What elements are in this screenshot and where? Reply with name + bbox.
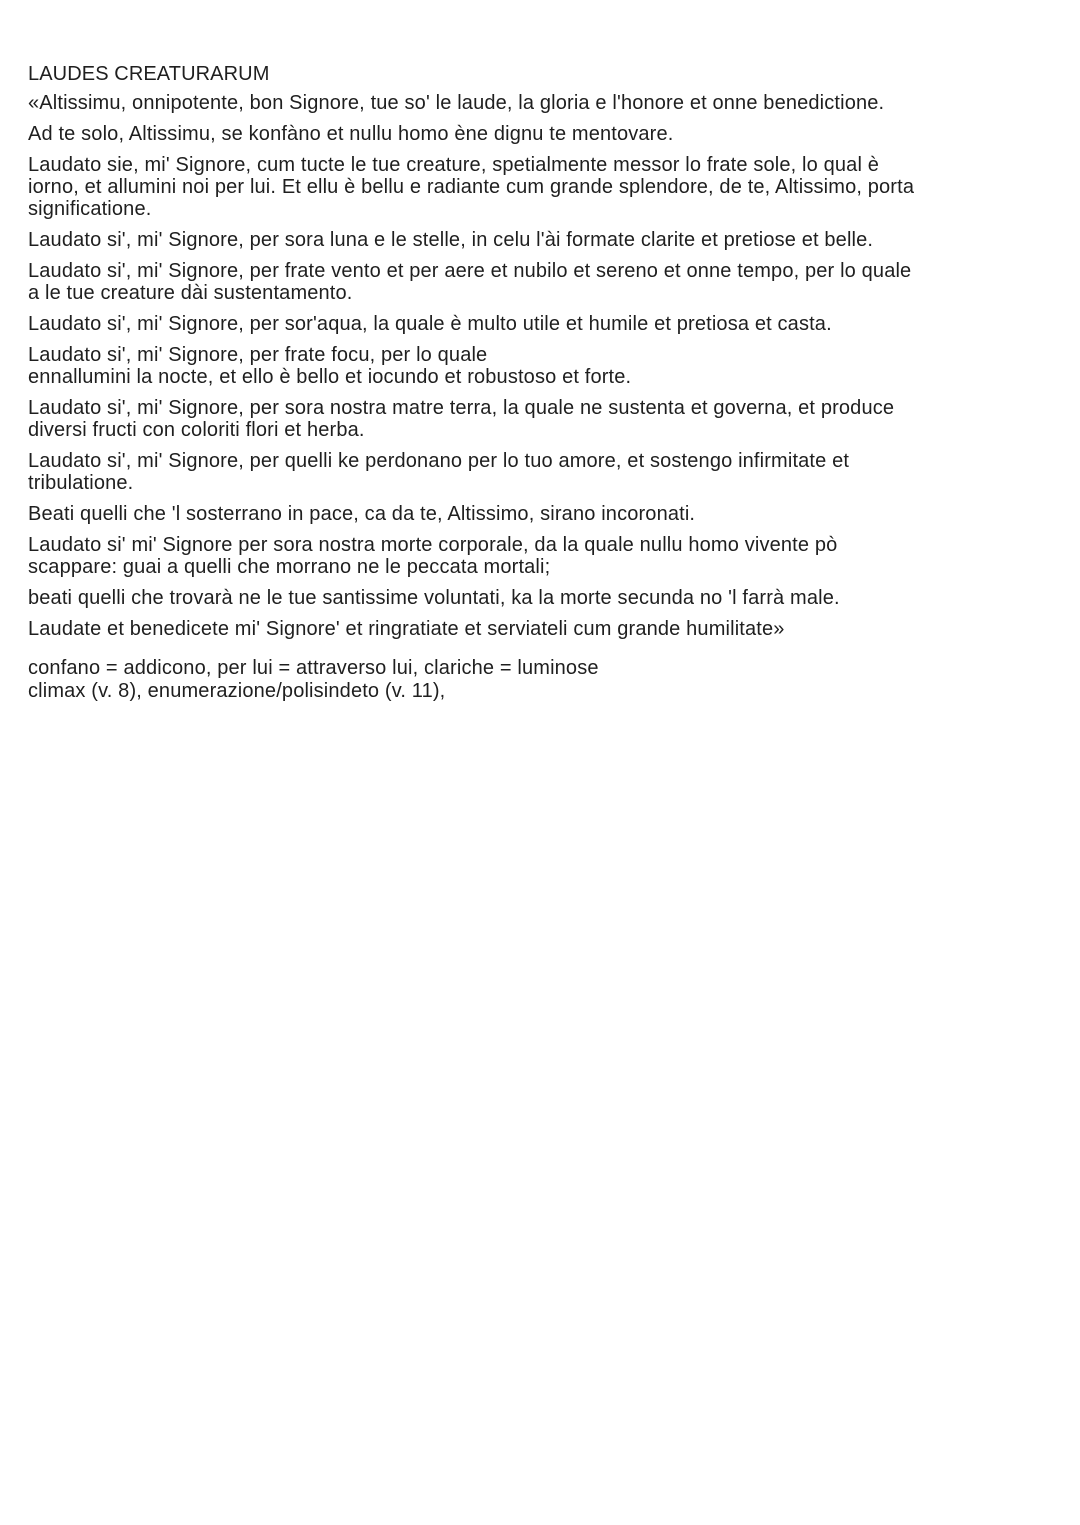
poem-body (28, 92, 1058, 640)
verse-2 (28, 123, 1058, 145)
verse-line: Laudato si', mi' Signore, per sor'aqua, la quale è multo utile et humile et pretiosa et casta. (28, 313, 832, 335)
verse-line: «Altissimu, onnipotente, bon Signore, tue so' le laude, la gloria e l'honore et onne benedictione. (28, 92, 885, 114)
verse-1 (28, 92, 1058, 114)
verse-line: Ad te solo, Altissimu, se konfàno et nullu homo ène dignu te mentovare. (28, 123, 674, 145)
verse-10 (28, 503, 1058, 525)
verse-11 (28, 534, 1058, 578)
verse-line: Laudato si' mi' Signore per sora nostra morte corporale, da la quale nullu homo vivente pò (28, 534, 838, 556)
verse-13 (28, 618, 1058, 640)
verse-line: beati quelli che trovarà ne le tue santissime voluntati, ka la morte secunda no 'l farrà male. (28, 587, 840, 609)
verse-line: iorno, et allumini noi per lui. Et ellu è bellu e radiante cum grande splendore, de te, Altissimo, porta (28, 176, 915, 198)
verse-line: Laudato si', mi' Signore, per quelli ke perdonano per lo tuo amore, et sostengo infirmitate et (28, 450, 850, 472)
document-title: LAUDES CREATURARUM (28, 63, 270, 85)
verse-line: Laudato si', mi' Signore, per sora nostra matre terra, la quale ne sustenta et governa, et produce (28, 397, 895, 419)
verse-line: a le tue creature dài sustentamento. (28, 282, 353, 304)
verse-line: Laudato si', mi' Signore, per frate vento et per aere et nubilo et sereno et onne tempo, per lo quale (28, 260, 912, 282)
note-line: climax (v. 8), enumerazione/polisindeto (v. 11), (28, 680, 446, 702)
verse-7 (28, 344, 1058, 388)
verse-line: Laudato si', mi' Signore, per frate focu, per lo quale (28, 344, 488, 366)
verse-4 (28, 229, 1058, 251)
verse-line: Beati quelli che 'l sosterrano in pace, ca da te, Altissimo, sirano incoronati. (28, 503, 696, 525)
verse-line: Laudato si', mi' Signore, per sora luna e le stelle, in celu l'ài formate clarite et pretiose et belle. (28, 229, 874, 251)
verse-6 (28, 313, 1058, 335)
verse-line: scappare: guai a quelli che morrano ne le peccata mortali; (28, 556, 551, 578)
verse-line: significatione. (28, 198, 152, 220)
verse-line: tribulatione. (28, 472, 134, 494)
verse-line: Laudate et benedicete mi' Signore' et ringratiate et serviateli cum grande humilitate» (28, 618, 785, 640)
notes-section (28, 657, 1058, 703)
document-page (28, 61, 1058, 703)
verse-line: ennallumini la nocte, et ello è bello et iocundo et robustoso et forte. (28, 366, 632, 388)
verse-line: diversi fructi con coloriti flori et herba. (28, 419, 365, 441)
verse-3 (28, 154, 1058, 220)
verse-9 (28, 450, 1058, 494)
verse-12 (28, 587, 1058, 609)
verse-line: Laudato sie, mi' Signore, cum tucte le tue creature, spetialmente messor lo frate sole, lo qual è (28, 154, 880, 176)
note-line: confano = addicono, per lui = attraverso lui, clariche = luminose (28, 657, 599, 679)
verse-5 (28, 260, 1058, 304)
verse-8 (28, 397, 1058, 441)
